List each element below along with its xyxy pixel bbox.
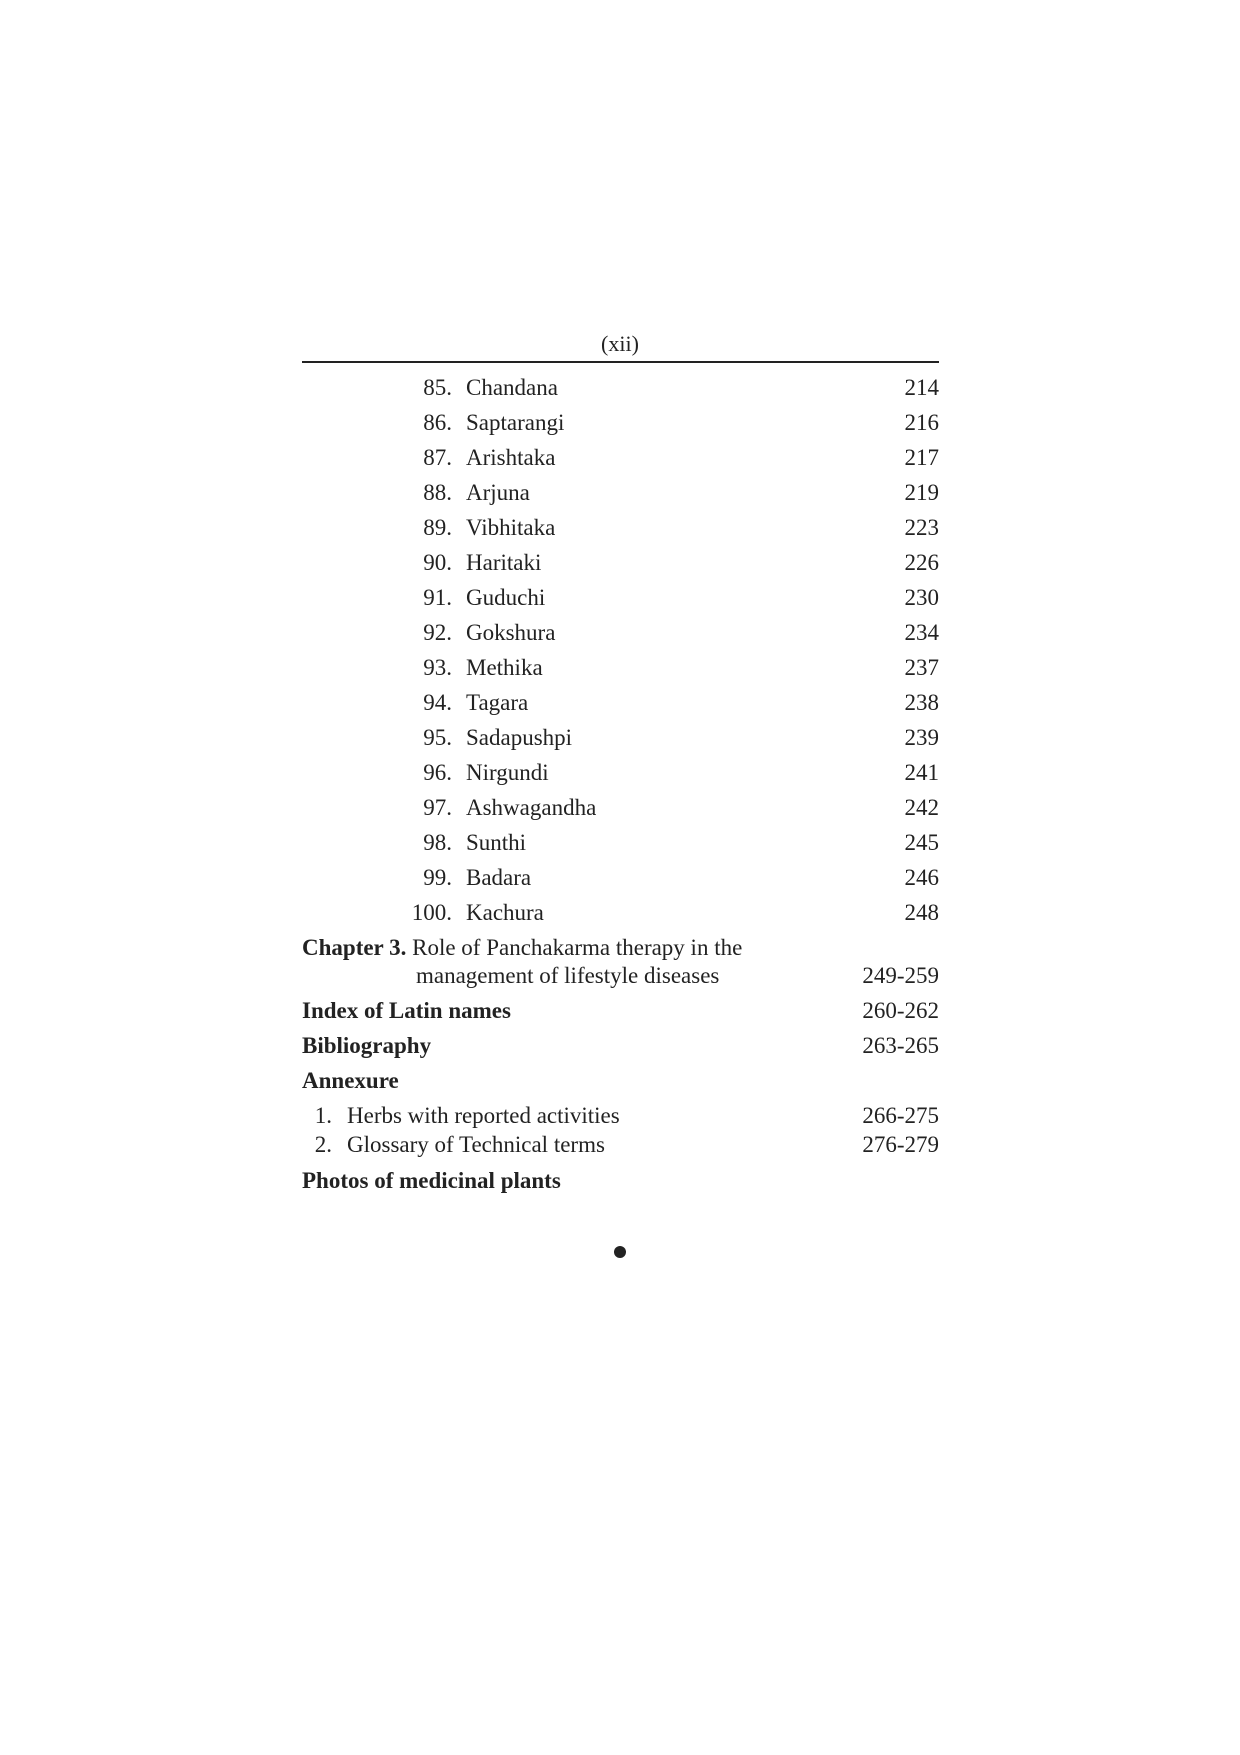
entry-page: 226 [904,550,939,575]
entry-number: 95. [423,725,452,750]
entry-page: 217 [904,445,939,470]
entry-title: Sunthi [466,830,527,855]
entry-title: Ashwagandha [466,795,597,820]
entry-number: 98. [423,830,452,855]
entry-number: 92. [423,620,452,645]
entry-number: 94. [423,690,452,715]
annexure-label: Annexure [302,1068,399,1093]
annexure-item-pages: 266-275 [862,1103,939,1128]
toc-entry[interactable] [302,619,939,647]
entry-page: 230 [904,585,939,610]
entry-title: Kachura [466,900,544,925]
entry-page: 245 [904,830,939,855]
index-latin-names-pages: 260-262 [862,998,939,1023]
entry-page: 241 [904,760,939,785]
toc-entry[interactable] [302,374,939,402]
entry-title: Gokshura [466,620,556,645]
entry-title: Tagara [466,690,529,715]
entry-title: Saptarangi [466,410,565,435]
entry-title: Sadapushpi [466,725,573,750]
entry-title: Badara [466,865,532,890]
toc-entry[interactable] [302,514,939,542]
page-number: (xii) [601,331,639,356]
entry-page: 246 [904,865,939,890]
bibliography-label: Bibliography [302,1033,432,1058]
index-latin-names-label: Index of Latin names [302,998,511,1023]
bibliography-pages: 263-265 [862,1033,939,1058]
toc-entry[interactable] [302,654,939,682]
entry-page: 248 [904,900,939,925]
entry-number: 97. [423,795,452,820]
entry-page: 214 [904,375,939,400]
entry-page: 216 [904,410,939,435]
toc-entry[interactable] [302,409,939,437]
entry-number: 89. [423,515,452,540]
entry-number: 90. [423,550,452,575]
toc-entry[interactable] [302,549,939,577]
entry-title: Haritaki [466,550,542,575]
entry-title: Vibhitaka [466,515,556,540]
entry-title: Nirgundi [466,760,549,785]
entry-number: 87. [423,445,452,470]
entry-page: 238 [904,690,939,715]
entry-title: Guduchi [466,585,546,610]
toc-entry[interactable] [302,794,939,822]
annexure-item-title: Glossary of Technical terms [347,1132,605,1157]
photos-entry[interactable] [302,1167,939,1195]
toc-entry[interactable] [302,689,939,717]
entry-title: Arishtaka [466,445,556,470]
photos-label: Photos of medicinal plants [302,1168,561,1193]
entry-title: Arjuna [466,480,530,505]
toc-entry[interactable] [302,759,939,787]
entry-page: 223 [904,515,939,540]
annexure-item-number: 2. [314,1132,332,1157]
entry-page: 239 [904,725,939,750]
annexure-heading [302,1067,939,1095]
chapter-3-pages: 249-259 [862,963,939,988]
toc-entry[interactable] [302,899,939,927]
chapter-3-label: Chapter 3. [302,935,407,960]
index-latin-names-entry[interactable] [302,997,939,1025]
entry-number: 99. [423,865,452,890]
toc-entry[interactable] [302,479,939,507]
chapter-3-continuation[interactable] [302,962,939,990]
annexure-item[interactable] [302,1102,939,1130]
bibliography-entry[interactable] [302,1032,939,1060]
entry-page: 219 [904,480,939,505]
annexure-item-title: Herbs with reported activities [347,1103,620,1128]
toc-entry[interactable] [302,724,939,752]
annexure-item[interactable] [302,1131,939,1159]
entry-page: 234 [904,620,939,645]
entry-number: 93. [423,655,452,680]
toc-entry[interactable] [302,864,939,892]
entry-number: 88. [423,480,452,505]
entry-page: 242 [904,795,939,820]
toc-entry[interactable] [302,444,939,472]
entry-title: Chandana [466,375,558,400]
entry-title: Methika [466,655,543,680]
entry-number: 100. [411,900,452,925]
chapter-3-heading[interactable] [302,934,939,962]
toc-entry[interactable] [302,584,939,612]
chapter-3-title-line1: Role of Panchakarma therapy in the [412,935,743,960]
table-of-contents [302,0,939,1755]
entry-page: 237 [904,655,939,680]
chapter-3-title-line2: management of lifestyle diseases [416,963,720,988]
annexure-item-pages: 276-279 [862,1132,939,1157]
toc-entry[interactable] [302,829,939,857]
end-bullet [614,1246,626,1258]
entry-number: 85. [423,375,452,400]
annexure-item-number: 1. [314,1103,332,1128]
entry-number: 86. [423,410,452,435]
entry-number: 96. [423,760,452,785]
entry-number: 91. [423,585,452,610]
